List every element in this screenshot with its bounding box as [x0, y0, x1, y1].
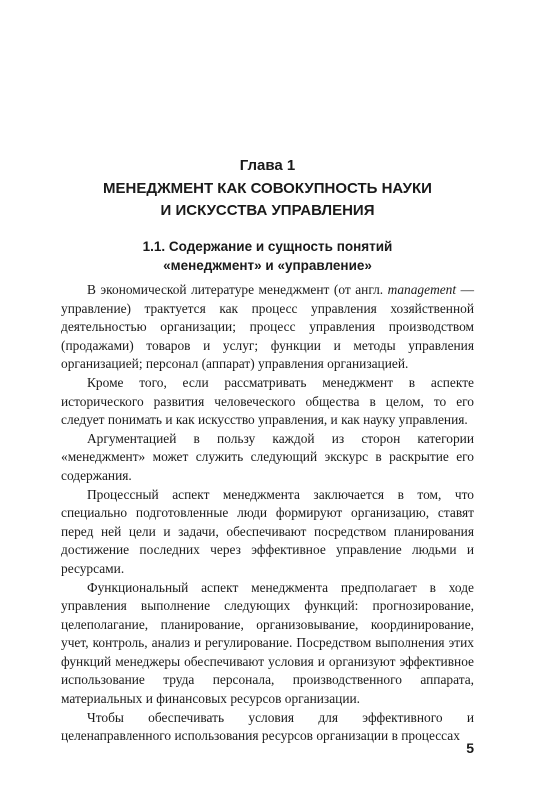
paragraph: Аргументацией в пользу каждой из сторон категории «менеджмент» может служить следующий экскурс в раскрытие его содержания.	[61, 430, 474, 483]
chapter-title-line: И ИСКУССТВА УПРАВЛЕНИЯ	[160, 202, 375, 219]
paragraph	[61, 281, 474, 374]
section-title-line: «менеджмент» и «управление»	[163, 258, 372, 273]
section-title-line: 1.1. Содержание и сущность понятий	[142, 239, 393, 254]
chapter-title	[0, 178, 535, 222]
section-title	[0, 237, 535, 275]
paragraph-text: — управление) трактуется как процесс управления хозяйственной деятельностью организации; процесс управления производством (продажами) товаров и услуг; функции и методы управления организацией; персонал (аппарат) управления организацией.	[61, 282, 474, 372]
page-number: 5	[466, 740, 474, 756]
paragraph: Кроме того, если рассматривать менеджмент в аспекте исторического развития человеческого общества в целом, то его следует понимать и как искусство управления, и как науку управления.	[61, 374, 474, 428]
paragraph-text: В экономической литературе менеджмент (от англ.	[87, 282, 388, 297]
chapter-title-line: МЕНЕДЖМЕНТ КАК СОВОКУПНОСТЬ НАУКИ	[103, 180, 432, 197]
body-text	[61, 281, 474, 746]
foreign-term: management	[387, 282, 457, 297]
paragraph: Функциональный аспект менеджмента предполагает в ходе управления выполнение следующих функций: прогнозирование, целеполагание, планирование, организовывание, координирование, учет, контроль, анализ и регулирование. Посредством выполнения этих функций менеджеры обеспечивают условия и организуют эффективное использование труда персонала, производственного аппарата, материальных и финансовых ресурсов организации.	[61, 579, 474, 707]
chapter-label: Глава 1	[239, 157, 296, 174]
paragraph: Процессный аспект менеджмента заключается в том, что специально подготовленные люди формируют организацию, ставят перед ней цели и задачи, обеспечивают посредством планирования достижение последних через эффективное управление людьми и ресурсами.	[61, 486, 474, 576]
paragraph: Чтобы обеспечивать условия для эффективного и целенаправленного использования ресурсов организации в процессах	[61, 709, 474, 744]
